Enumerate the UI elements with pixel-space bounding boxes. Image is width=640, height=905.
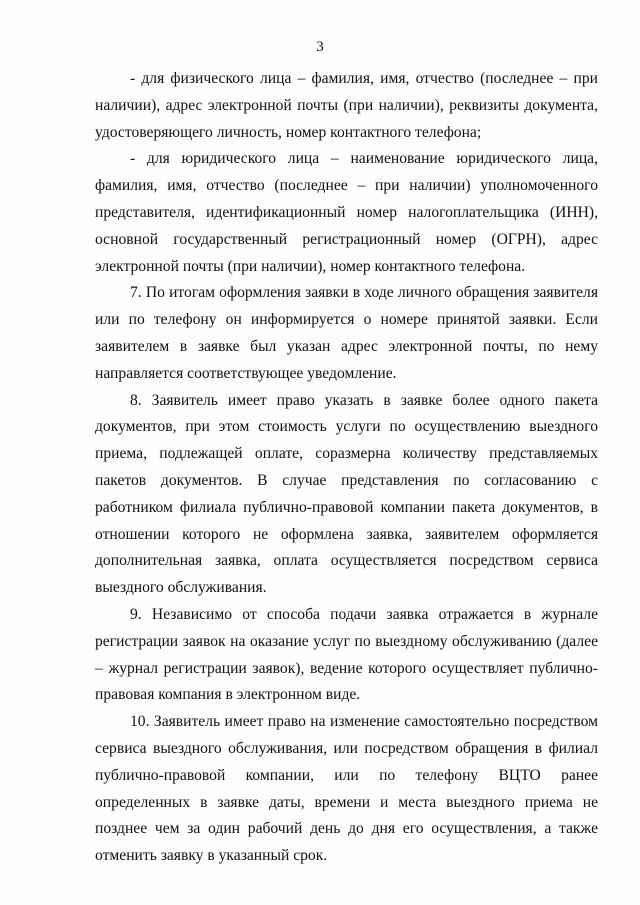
document-body <box>95 66 598 870</box>
paragraph-individual-requisites: - для физического лица – фамилия, имя, отчество (последнее – при наличии), адрес электронной почты (при наличии), реквизиты документа, удостоверяющего личность, номер контактного телефона; <box>95 70 598 141</box>
paragraph-item-10: 10. Заявитель имеет право на изменение самостоятельно посредством сервиса выездного обслуживания, или посредством обращения в филиал публично-правовой компании, или по телефону ВЦТО ранее определенных в заявке даты, времени и места выездного приема не позднее чем за один рабочий день до дня его осуществления, а также отменить заявку в указанный срок. <box>95 713 598 865</box>
paragraph-legal-entity-requisites: - для юридического лица – наименование юридического лица, фамилия, имя, отчество (последнее – при наличии) уполномоченного представителя, идентификационный номер налогоплательщика (ИНН), основной государственный регистрационный номер (ОГРН), адрес электронной почты (при наличии), номер контактного телефона. <box>95 150 598 275</box>
paragraph-item-7: 7. По итогам оформления заявки в ходе личного обращения заявителя или по телефону он информируется о номере принятой заявки. Если заявителем в заявке был указан адрес электронной почты, по нему направляется соответствующее уведомление. <box>95 284 598 382</box>
page-number: 3 <box>316 39 324 55</box>
paragraph-item-8: 8. Заявитель имеет право указать в заявке более одного пакета документов, при этом стоимость услуги по осуществлению выездного приема, подлежащей оплате, соразмерна количеству представляемых пакетов документов. В случае представления по согласованию с работником филиала публично-правовой компании пакета документов, в отношении которого не оформлена заявка, заявителем оформляется дополнительная заявка, оплата осуществляется посредством сервиса выездного обслуживания. <box>95 391 598 597</box>
paragraph-item-9: 9. Независимо от способа подачи заявка отражается в журнале регистрации заявок на оказание услуг по выездному обслуживанию (далее – журнал регистрации заявок), ведение которого осуществляет публично-правовая компания в электронном виде. <box>95 605 598 704</box>
